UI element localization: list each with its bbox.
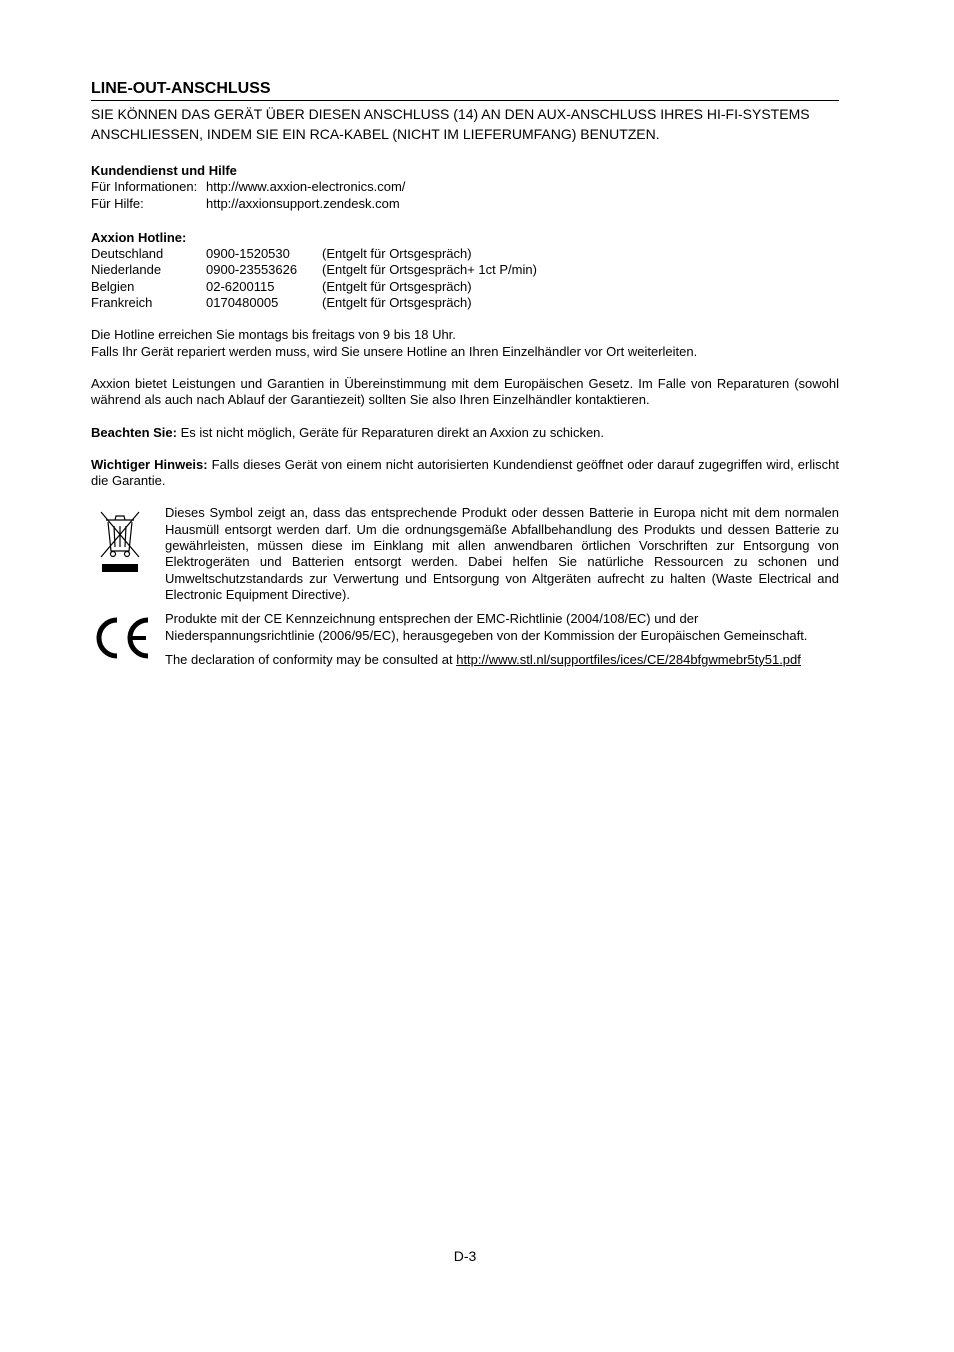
declaration-line bbox=[165, 652, 839, 668]
hotline-number: 02-6200115 bbox=[206, 278, 275, 294]
hotline-heading: Axxion Hotline: bbox=[91, 229, 187, 245]
support-label: Für Hilfe: bbox=[91, 195, 144, 211]
section-title: LINE-OUT-ANSCHLUSS bbox=[91, 79, 839, 101]
page-number: D-3 bbox=[453, 1248, 477, 1264]
note-paragraph bbox=[91, 425, 839, 441]
ce-section bbox=[91, 611, 839, 668]
note-label: Beachten Sie: bbox=[91, 424, 177, 440]
hotline-row bbox=[91, 262, 839, 278]
hotline-country: Deutschland bbox=[91, 246, 164, 262]
support-heading: Kundendienst und Hilfe bbox=[91, 163, 237, 178]
hotline-number: 0900-1520530 bbox=[206, 246, 290, 262]
support-url: http://www.axxion-electronics.com/ bbox=[206, 179, 406, 195]
weee-text: Dieses Symbol zeigt an, dass das entsprechende Produkt oder dessen Batterie in Europa nicht mit dem normalen Hausmüll entsorgt werden darf. Um die ordnungsgemäße Abfallbehandlung des Produkts und dessen Batterie zu gewährleisten, müssen diese im Einklang mit allen anwendbaren örtlichen Vorschriften zur Entsorgung von Elektrogeräten und Batterien entsorgt werden. Dabei helfen Sie natürliche Ressourcen zu schonen und Umweltschutzstandards zur Verwertung und Entsorgung von Altgeräten aufrecht zu halten (Waste Electrical and Electronic Equipment Directive). bbox=[165, 505, 839, 602]
hotline-hours bbox=[91, 327, 839, 360]
support-row-info bbox=[91, 179, 839, 195]
important-paragraph bbox=[91, 457, 839, 490]
hotline-country: Niederlande bbox=[91, 262, 162, 278]
hotline-row bbox=[91, 295, 839, 311]
hotline-number: 0900-23553626 bbox=[206, 262, 298, 278]
hotline-country: Belgien bbox=[91, 278, 135, 294]
section-intro: SIE KÖNNEN DAS GERÄT ÜBER DIESEN ANSCHLUSS (14) AN DEN AUX-ANSCHLUSS IHRES HI-FI-SYSTEMS ANSCHLIESSEN, INDEM SIE EIN RCA-KABEL (NICHT IM LIEFERUMFANG) BENUTZEN. bbox=[91, 106, 810, 142]
hotline-cost: (Entgelt für Ortsgespräch) bbox=[322, 295, 472, 311]
support-url: http://axxionsupport.zendesk.com bbox=[206, 195, 400, 211]
hotline-block bbox=[91, 230, 839, 311]
hotline-cost: (Entgelt für Ortsgespräch) bbox=[322, 278, 472, 294]
declaration-link[interactable]: http://www.stl.nl/supportfiles/ices/CE/284bfgwmebr5ty51.pdf bbox=[456, 651, 801, 667]
hotline-row bbox=[91, 246, 839, 262]
ce-mark-icon bbox=[91, 616, 151, 660]
warranty-paragraph: Axxion bietet Leistungen und Garantien in Übereinstimmung mit dem Europäischen Gesetz. Im Falle von Reparaturen (sowohl während als auch nach Ablauf der Garantiezeit) sollten Sie also Ihren Einzelhändler kontaktieren. bbox=[91, 375, 839, 408]
hours-line: Die Hotline erreichen Sie montags bis freitags von 9 bis 18 Uhr. bbox=[91, 327, 456, 343]
important-label: Wichtiger Hinweis: bbox=[91, 456, 208, 472]
support-label: Für Informationen: bbox=[91, 179, 198, 195]
hotline-cost: (Entgelt für Ortsgespräch) bbox=[322, 246, 472, 262]
weee-section bbox=[91, 505, 839, 603]
hotline-country: Frankreich bbox=[91, 295, 153, 311]
support-row-help bbox=[91, 196, 839, 212]
crossed-out-bin-icon bbox=[98, 507, 142, 573]
page-content bbox=[91, 79, 839, 668]
hotline-cost: (Entgelt für Ortsgespräch+ 1ct P/min) bbox=[322, 262, 537, 278]
support-block bbox=[91, 163, 839, 212]
repair-line: Falls Ihr Gerät repariert werden muss, wird Sie unsere Hotline an Ihren Einzelhändler vor Ort weiterleiten. bbox=[91, 343, 698, 359]
declaration-prefix: The declaration of conformity may be consulted at bbox=[165, 651, 457, 667]
important-text: Falls dieses Gerät von einem nicht autorisierten Kundendienst geöffnet oder darauf zugegriffen wird, erlischt die Garantie. bbox=[91, 456, 839, 489]
note-text: Es ist nicht möglich, Geräte für Reparaturen direkt an Axxion zu schicken. bbox=[176, 424, 605, 440]
hotline-row bbox=[91, 279, 839, 295]
ce-text: Produkte mit der CE Kennzeichnung entsprechen der EMC-Richtlinie (2004/108/EC) und der Niederspannungsrichtlinie (2006/95/EC), herausgegeben von der Kommission der Europäischen Gemeinschaft. bbox=[165, 611, 808, 643]
hotline-number: 0170480005 bbox=[206, 295, 279, 311]
